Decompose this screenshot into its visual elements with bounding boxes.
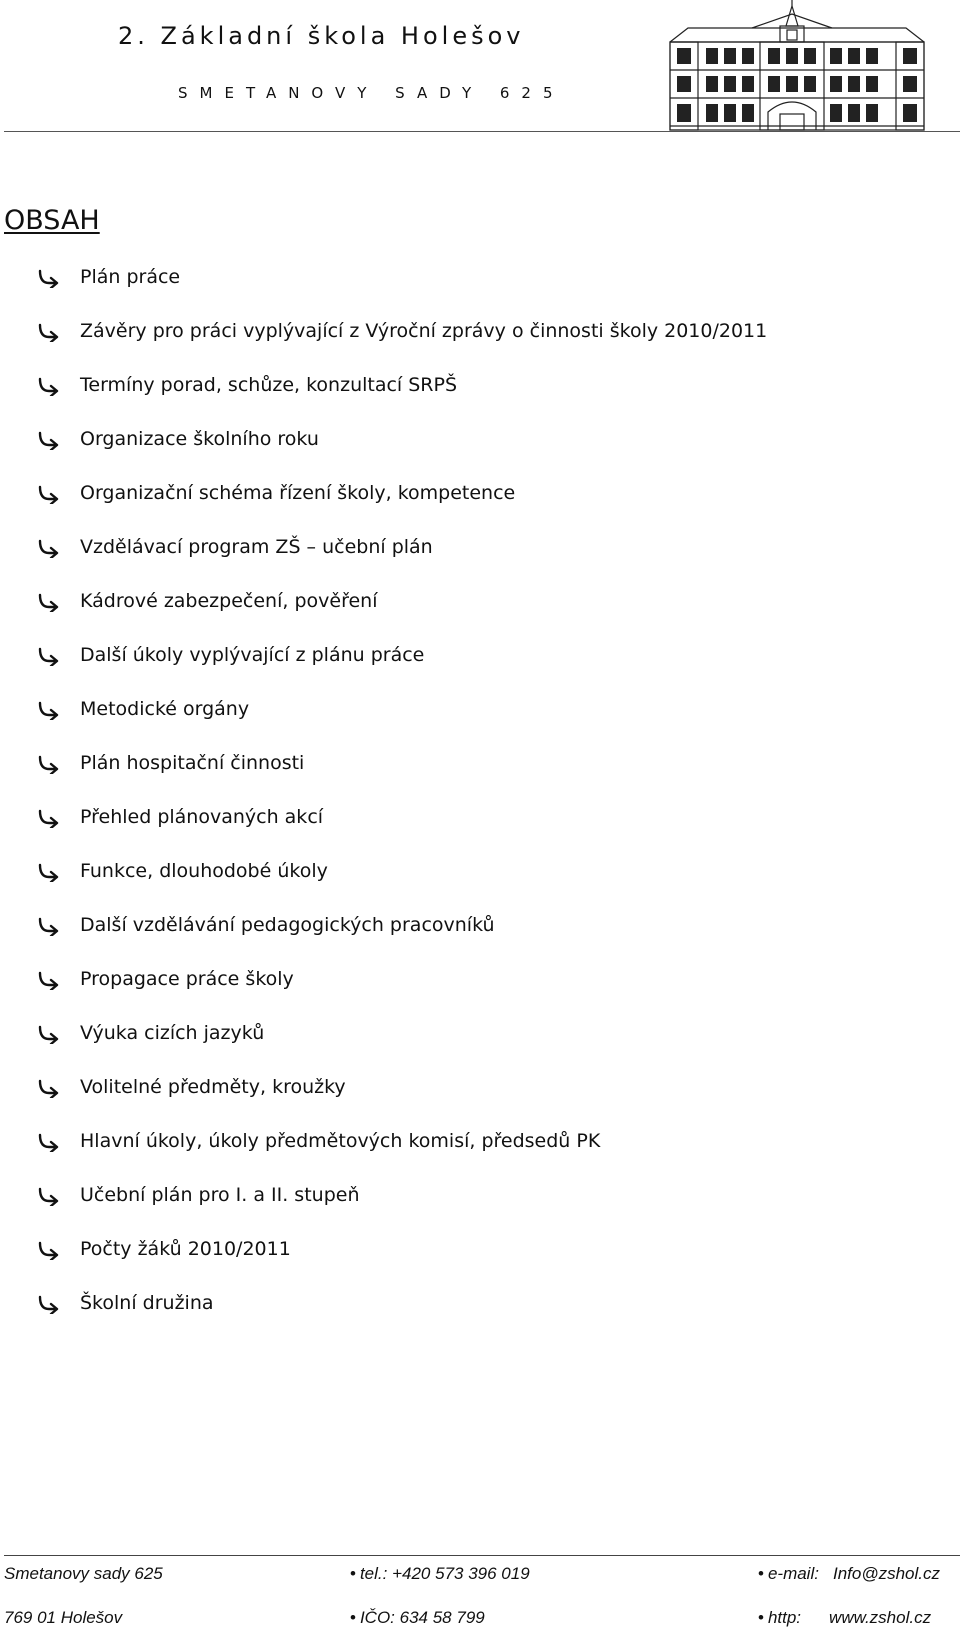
bullet-icon: • — [758, 1608, 764, 1627]
contents-item-label: Závěry pro práci vyplývající z Výroční zprávy o činnosti školy 2010/2011 — [80, 320, 768, 342]
bullet-icon: • — [350, 1564, 356, 1583]
school-name: 2. Základní škola Holešov — [118, 22, 525, 50]
contents-item — [38, 1236, 767, 1290]
contents-item-label: Počty žáků 2010/2011 — [80, 1238, 291, 1260]
curved-arrow-icon — [38, 266, 60, 288]
footer-ico-value: 634 58 799 — [399, 1608, 485, 1627]
contents-item-label: Plán práce — [80, 266, 181, 288]
curved-arrow-icon — [38, 914, 60, 936]
footer-phone — [350, 1564, 530, 1584]
contents-item-label: Kádrové zabezpečení, pověření — [80, 590, 378, 612]
contents-item-label: Metodické orgány — [80, 698, 250, 720]
contents-item-label: Školní družina — [80, 1292, 214, 1314]
contents-item-label: Další úkoly vyplývající z plánu práce — [80, 644, 425, 666]
contents-item — [38, 966, 767, 1020]
contents-item — [38, 480, 767, 534]
contents-item — [38, 750, 767, 804]
contents-item-label: Volitelné předměty, kroužky — [80, 1076, 346, 1098]
curved-arrow-icon — [38, 1292, 60, 1314]
curved-arrow-icon — [38, 860, 60, 882]
footer-web — [758, 1608, 931, 1628]
contents-item — [38, 1074, 767, 1128]
contents-item-label: Propagace práce školy — [80, 968, 294, 990]
contents-item — [38, 372, 767, 426]
curved-arrow-icon — [38, 752, 60, 774]
curved-arrow-icon — [38, 590, 60, 612]
contents-item-label: Výuka cizích jazyků — [80, 1022, 265, 1044]
contents-item — [38, 264, 767, 318]
footer-web-label: http: — [767, 1608, 802, 1627]
contents-item-label: Učební plán pro I. a II. stupeň — [80, 1184, 360, 1206]
curved-arrow-icon — [38, 1184, 60, 1206]
curved-arrow-icon — [38, 968, 60, 990]
contents-item — [38, 588, 767, 642]
contents-item — [38, 912, 767, 966]
curved-arrow-icon — [38, 536, 60, 558]
contents-item-label: Vzdělávací program ZŠ – učební plán — [80, 536, 433, 558]
school-address: SMETANOVY SADY 625 — [178, 84, 565, 102]
curved-arrow-icon — [38, 806, 60, 828]
footer-email — [758, 1564, 940, 1584]
contents-item — [38, 642, 767, 696]
contents-item-label: Organizační schéma řízení školy, kompetence — [80, 482, 516, 504]
footer-phone-label: tel.: — [359, 1564, 388, 1583]
contents-item — [38, 318, 767, 372]
curved-arrow-icon — [38, 374, 60, 396]
page-footer — [0, 1556, 960, 1631]
curved-arrow-icon — [38, 428, 60, 450]
contents-item-label: Hlavní úkoly, úkoly předmětových komisí, předsedů PK — [80, 1130, 601, 1152]
contents-title: OBSAH — [4, 205, 100, 236]
bullet-icon: • — [350, 1608, 356, 1627]
contents-item — [38, 1020, 767, 1074]
contents-item-label: Plán hospitační činnosti — [80, 752, 305, 774]
footer-email-value[interactable]: Info@zshol.cz — [832, 1564, 940, 1583]
curved-arrow-icon — [38, 1130, 60, 1152]
footer-address-line2: 769 01 Holešov — [4, 1608, 123, 1627]
contents-item — [38, 696, 767, 750]
contents-item-label: Další vzdělávání pedagogických pracovníků — [80, 914, 495, 936]
contents-item-label: Funkce, dlouhodobé úkoly — [80, 860, 328, 882]
curved-arrow-icon — [38, 644, 60, 666]
contents-item — [38, 534, 767, 588]
contents-item — [38, 1290, 767, 1344]
contents-item — [38, 426, 767, 480]
footer-address-line1: Smetanovy sady 625 — [4, 1564, 163, 1583]
contents-item — [38, 1128, 767, 1182]
curved-arrow-icon — [38, 698, 60, 720]
contents-item-label: Termíny porad, schůze, konzultací SRPŠ — [80, 374, 458, 396]
contents-list — [38, 264, 767, 1344]
curved-arrow-icon — [38, 320, 60, 342]
page-header — [0, 0, 960, 135]
footer-web-value[interactable]: www.zshol.cz — [829, 1608, 932, 1627]
curved-arrow-icon — [38, 482, 60, 504]
contents-item-label: Přehled plánovaných akcí — [80, 806, 324, 828]
bullet-icon: • — [758, 1564, 764, 1583]
footer-ico-label: IČO: — [359, 1608, 395, 1627]
contents-item-label: Organizace školního roku — [80, 428, 319, 450]
curved-arrow-icon — [38, 1022, 60, 1044]
contents-item — [38, 858, 767, 912]
curved-arrow-icon — [38, 1076, 60, 1098]
footer-email-label: e-mail: — [767, 1564, 819, 1583]
curved-arrow-icon — [38, 1238, 60, 1260]
header-divider — [4, 131, 960, 132]
footer-ico — [350, 1608, 485, 1628]
contents-item — [38, 1182, 767, 1236]
contents-item — [38, 804, 767, 858]
school-building-logo — [668, 0, 926, 134]
footer-phone-value: +420 573 396 019 — [392, 1564, 530, 1583]
